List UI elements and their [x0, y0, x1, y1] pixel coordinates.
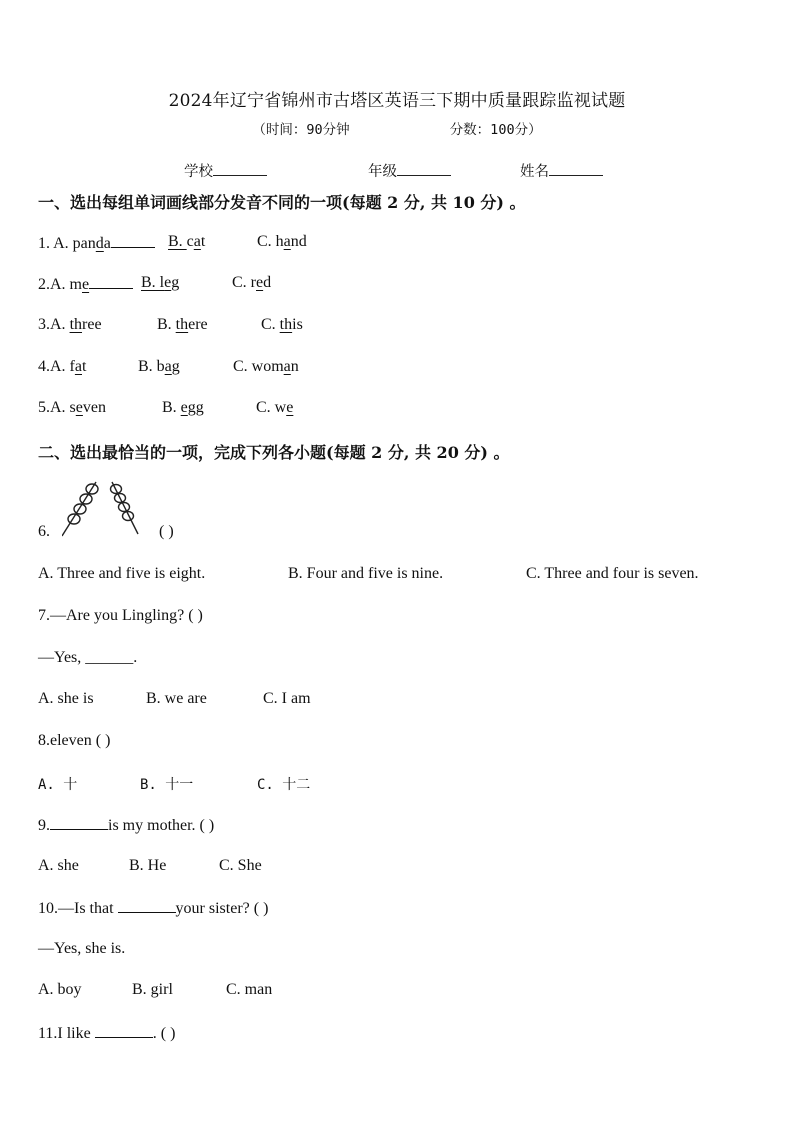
option-b[interactable]: B. we are — [146, 690, 207, 707]
option-a[interactable]: A. 十 — [38, 777, 78, 793]
skewers-illustration — [62, 478, 144, 538]
option-b[interactable]: B. He — [129, 857, 167, 874]
option-a[interactable]: A. she — [38, 857, 79, 874]
option-b[interactable]: B. 十一 — [140, 777, 194, 793]
exam-meta — [0, 118, 794, 138]
option-c[interactable]: C. man — [226, 981, 273, 998]
school-field[interactable]: 学校 — [184, 160, 267, 181]
option-c[interactable]: C. Three and four is seven. — [526, 565, 699, 582]
grade-field[interactable]: 年级 — [368, 160, 451, 181]
option-a[interactable]: A. she is — [38, 690, 94, 707]
exam-score: 分数：100分） — [449, 122, 542, 138]
question-11: 11.I like . ( ) — [38, 1025, 176, 1042]
answer-blank[interactable]: ( ) — [159, 523, 174, 540]
exam-time: （时间：90分钟 — [252, 122, 350, 138]
option-b[interactable]: B. Four and five is nine. — [288, 565, 444, 582]
option-b[interactable]: B. girl — [132, 981, 173, 998]
option-a[interactable]: A. boy — [38, 981, 82, 998]
section-heading-2: 二、选出最恰当的一项，完成下列各小题(每题 2 分, 共 20 分) 。 — [38, 443, 510, 462]
section-heading-1: 一、选出每组单词画线部分发音不同的一项(每题 2 分, 共 10 分) 。 — [38, 193, 526, 212]
question-7-answer: —Yes, ______. — [38, 649, 138, 666]
option-c[interactable]: C. She — [219, 857, 262, 874]
page-title: 2024年辽宁省锦州市古塔区英语三下期中质量跟踪监视试题 — [168, 91, 626, 111]
exam-page: 2024年辽宁省锦州市古塔区英语三下期中质量跟踪监视试题 （时间：90分钟 分数：100分） 学校 年级 姓名 一、选出每组单词画线部分发音不同的一项(每题 2 分, 共 10 分) 。 1. A. panda B. cat C. hand 2.A. me B. leg C. red 3.A. three B. there C. this 4.A. fat B. bag C. woman 5.A. seven B. egg C. we 二、选出最恰当的一项，完成下列各小题(每题 2 分, 共 20 分) 。 6. ( ) A. Three and five is eight. B. Four and five is nine. C. Three and four is seven. 7.—Are you Lingling? ( ) —Yes, ______. A. she is B. we are C. I am 8.eleven ( ) A. 十 B. 十一 C. 十二 9. is my mother. ( ) A. she B. He C. She 10.—Is that your sister? ( ) —Yes, she is. A. boy B. girl C. man 11.I like . ( ) — [0, 0, 794, 1123]
question-10: 10.—Is that your sister? ( ) — [38, 900, 269, 917]
option-c[interactable]: C. I am — [263, 690, 311, 707]
question-9: 9. is my mother. ( ) — [38, 817, 215, 834]
name-field[interactable]: 姓名 — [520, 160, 603, 181]
option-c[interactable]: C. 十二 — [257, 777, 311, 793]
option-a[interactable]: A. Three and five is eight. — [38, 565, 206, 582]
question-8: 8.eleven ( ) — [38, 732, 111, 749]
question-7: 7.—Are you Lingling? ( ) — [38, 607, 203, 624]
question-10-answer: —Yes, she is. — [38, 940, 126, 957]
